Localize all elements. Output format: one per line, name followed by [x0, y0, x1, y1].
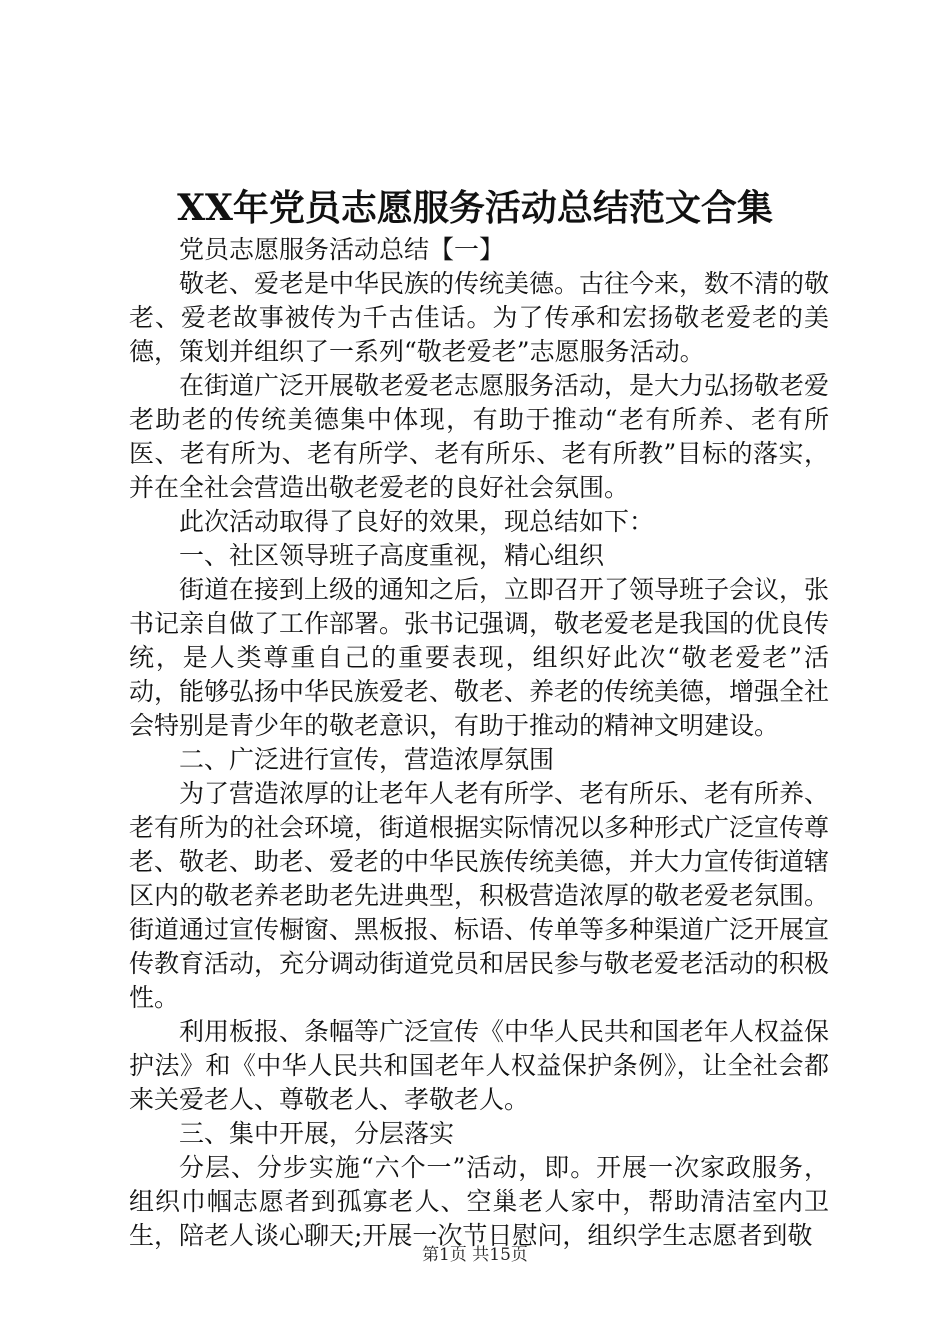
paragraph: 为了营造浓厚的让老年人老有所学、老有所乐、老有所养、老有所为的社会环境，街道根据实际情况以多种形式广泛宣传尊老、敬老、助老、爱老的中华民族传统美德，并大力宣传街道辖区内的敬老养老助老先进典型，积极营造浓厚的敬老爱老氛围。街道通过宣传橱窗、黑板报、标语、传单等多种渠道广泛开展宣传教育活动，充分调动街道党员和居民参与敬老爱老活动的积极性。: [129, 779, 830, 1012]
section-heading: 一、社区领导班子高度重视，精心组织: [179, 541, 605, 570]
document-title: XX年党员志愿服务活动总结范文合集: [177, 187, 773, 229]
paragraph: 街道在接到上级的通知之后，立即召开了领导班子会议，张书记亲自做了工作部署。张书记强调，敬老爱老是我国的优良传统，是人类尊重自己的重要表现，组织好此次“敬老爱老”活动，能够弘扬中华民族爱老、敬老、养老的传统美德，增强全社会特别是青少年的敬老意识，有助于推动的精神文明建设。: [129, 575, 830, 740]
paragraph: 分层、分步实施“六个一”活动，即。开展一次家政服务，组织巾帼志愿者到孤寡老人、空巢老人家中，帮助清洁室内卫生，陪老人谈心聊天;开展一次节日慰问，组织学生志愿者到敬: [129, 1153, 829, 1250]
paragraph: 在街道广泛开展敬老爱老志愿服务活动，是大力弘扬敬老爱老助老的传统美德集中体现，有助于推动“老有所养、老有所医、老有所为、老有所学、老有所乐、老有所教”目标的落实，并在全社会营造出敬老爱老的良好社会氛围。: [129, 371, 830, 502]
paragraph: 此次活动取得了良好的效果，现总结如下：: [179, 507, 655, 536]
section-heading: 三、集中开展，分层落实: [179, 1119, 455, 1148]
document-body: [129, 233, 829, 1253]
section-heading: 二、广泛进行宣传，营造浓厚氛围: [179, 745, 555, 774]
page-number-footer: 第1页 共15页: [422, 1245, 528, 1265]
section-heading-one: 党员志愿服务活动总结【一】: [179, 235, 505, 264]
paragraph: 利用板报、条幅等广泛宣传《中华人民共和国老年人权益保护法》和《中华人民共和国老年人权益保护条例》，让全社会都来关爱老人、尊敬老人、孝敬老人。: [129, 1017, 830, 1114]
paragraph: 敬老、爱老是中华民族的传统美德。古往今来，数不清的敬老、爱老故事被传为千古佳话。为了传承和宏扬敬老爱老的美德，策划并组织了一系列“敬老爱老”志愿服务活动。: [129, 269, 830, 366]
